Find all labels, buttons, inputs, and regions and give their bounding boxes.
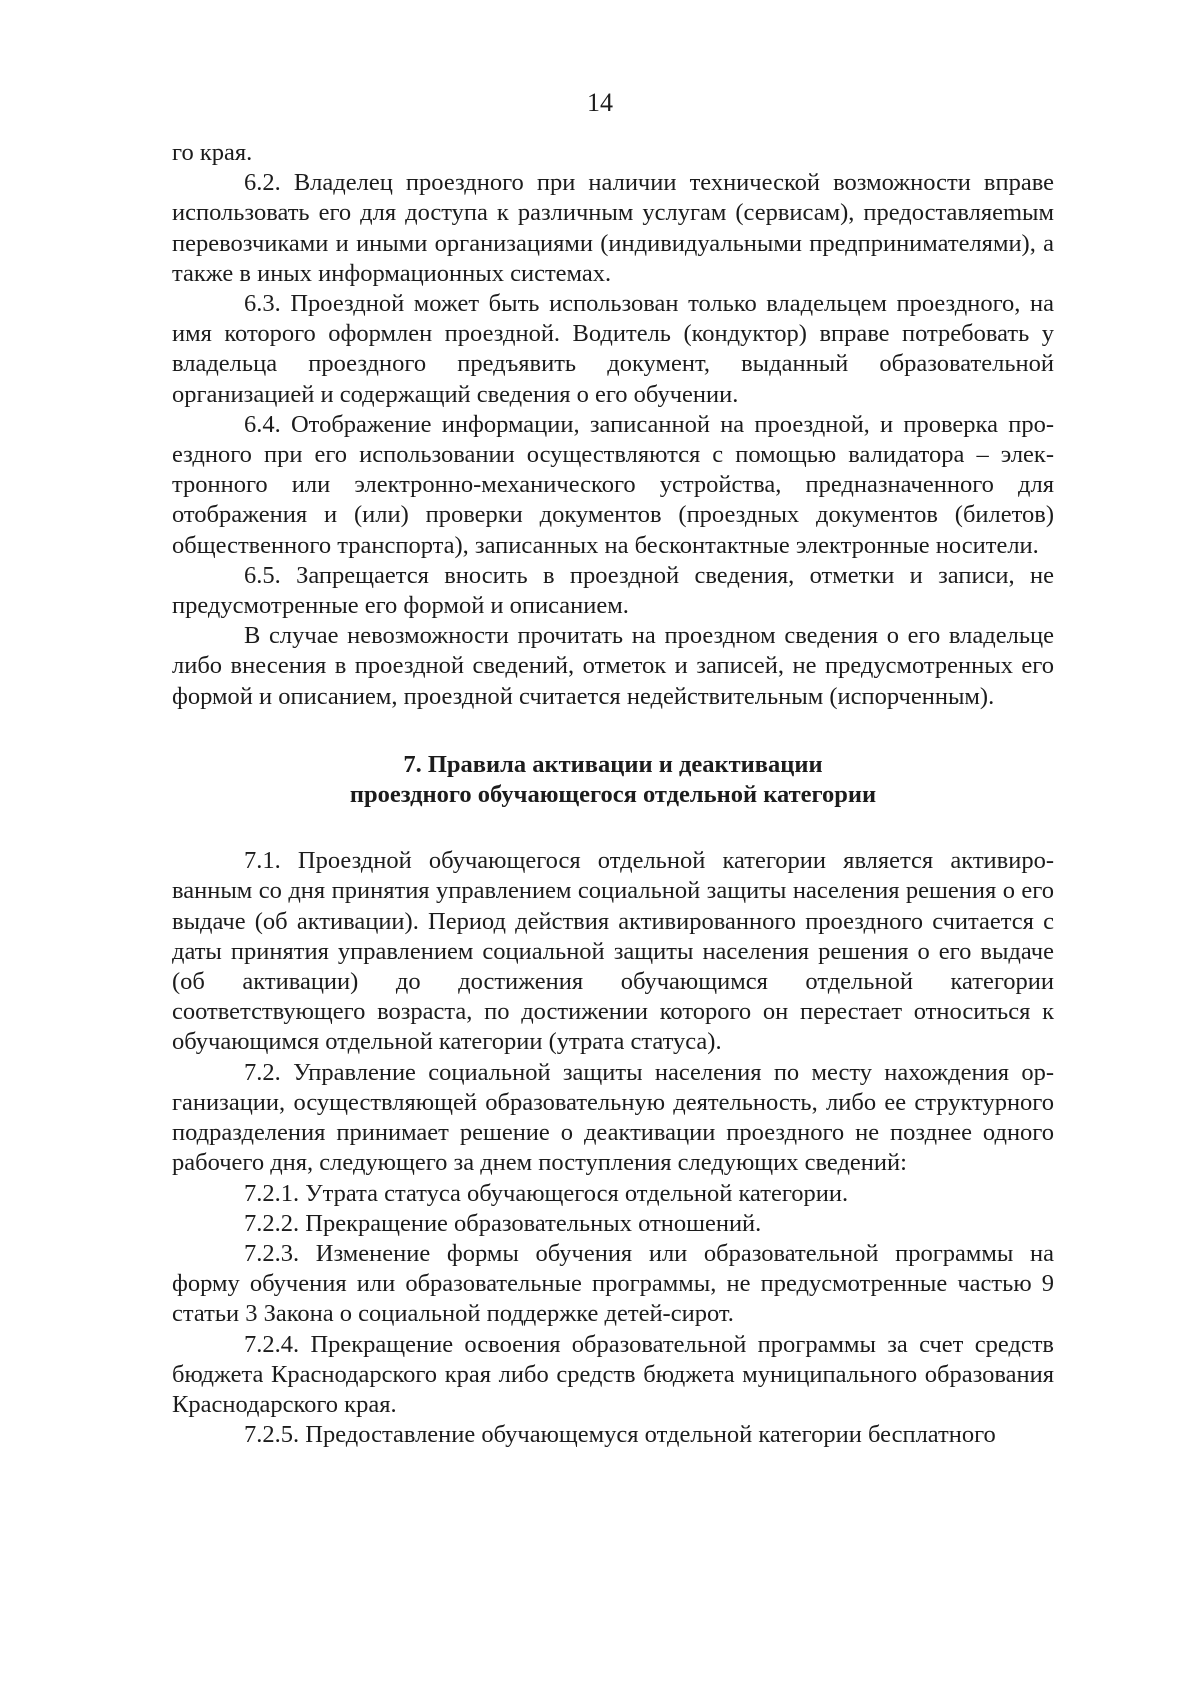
paragraph-6-4: 6.4. Отображение информации, записанной на проездной, и проверка проездного при его использовании осуществляются с помощью валидатора – электронного или электронно-механического устройства, предназначенного для отображения и (или) проверки документов (проездных документов (билетов) общественного транспорта), записанных на бесконтактные электронные носители. (172, 410, 1054, 559)
paragraph-7-2-2: 7.2.2. Прекращение образовательных отношений. (244, 1209, 762, 1237)
paragraph-7-1: 7.1. Проездной обучающегося отдельной категории является активированным со дня принятия управлением социальной защиты населения решения о его выдаче (об активации). Период действия активированного проездного считается с даты принятия управлением социальной защиты населения решения о его выдаче (об активации) до достижения обучающимся отдельной категории соответствующего возраста, по достижении которого он перестает относиться к обучающимся отдельной категории (утрата статуса). (172, 847, 1054, 1056)
paragraph-6-5: 6.5. Запрещается вносить в проездной сведения, отметки и записи, не предусмотренные его формой и описанием. (172, 561, 1054, 620)
document-body (172, 138, 1054, 1450)
page-number: 14 (587, 88, 613, 117)
paragraph-7-2: 7.2. Управление социальной защиты населения по месту нахождения организации, осуществляющей образовательную деятельность, либо ее структурного подразделения принимает решение о деактивации проездного не позднее одного рабочего дня, следующего за днем поступления следующих сведений: (172, 1058, 1054, 1177)
paragraph-7-2-1: 7.2.1. Утрата статуса обучающегося отдельной категории. (244, 1179, 849, 1207)
section-heading-line-1: 7. Правила активации и деактивации (403, 750, 823, 778)
paragraph-6-3: 6.3. Проездной может быть использован только владельцем проездного, на имя которого оформлен проездной. Водитель (кондуктор) вправе потребовать у владельца проездного предъявить документ, выданный образовательной организацией и содержащий сведения о его обучении. (172, 290, 1054, 408)
paragraph-6-2: 6.2. Владелец проездного при наличии технической возможности вправе использовать его для доступа к различным услугам (сервисам), предоставляеmым перевозчиками и иными организациями (индивидуальными предпринимателями), а также в иных информационных системах. (172, 169, 1054, 287)
paragraph-7-2-5: 7.2.5. Предоставление обучающемуся отдельной категории бесплатного (244, 1421, 996, 1449)
paragraph-continuation: го края. (172, 139, 253, 166)
paragraph-7-2-3: 7.2.3. Изменение формы обучения или образовательной программы на форму обучения или образовательные программы, не предусмотренные частью 9 статьи 3 Закона о социальной поддержке детей-сирот. (172, 1239, 1054, 1328)
section-heading-line-2: проездного обучающегося отдельной категории (349, 781, 877, 809)
paragraph-6-5-continued: В случае невозможности прочитать на проездном сведения о его владельце либо внесения в проездной сведений, отметок и записей, не предусмотренных его формой и описанием, проездной считается недействительным (испорченным). (172, 622, 1054, 710)
section-heading (172, 750, 1054, 810)
paragraph-7-2-4: 7.2.4. Прекращение освоения образовательной программы за счет средств бюджета Краснодарского края либо средств бюджета муниципального образования Краснодарского края. (172, 1330, 1054, 1418)
